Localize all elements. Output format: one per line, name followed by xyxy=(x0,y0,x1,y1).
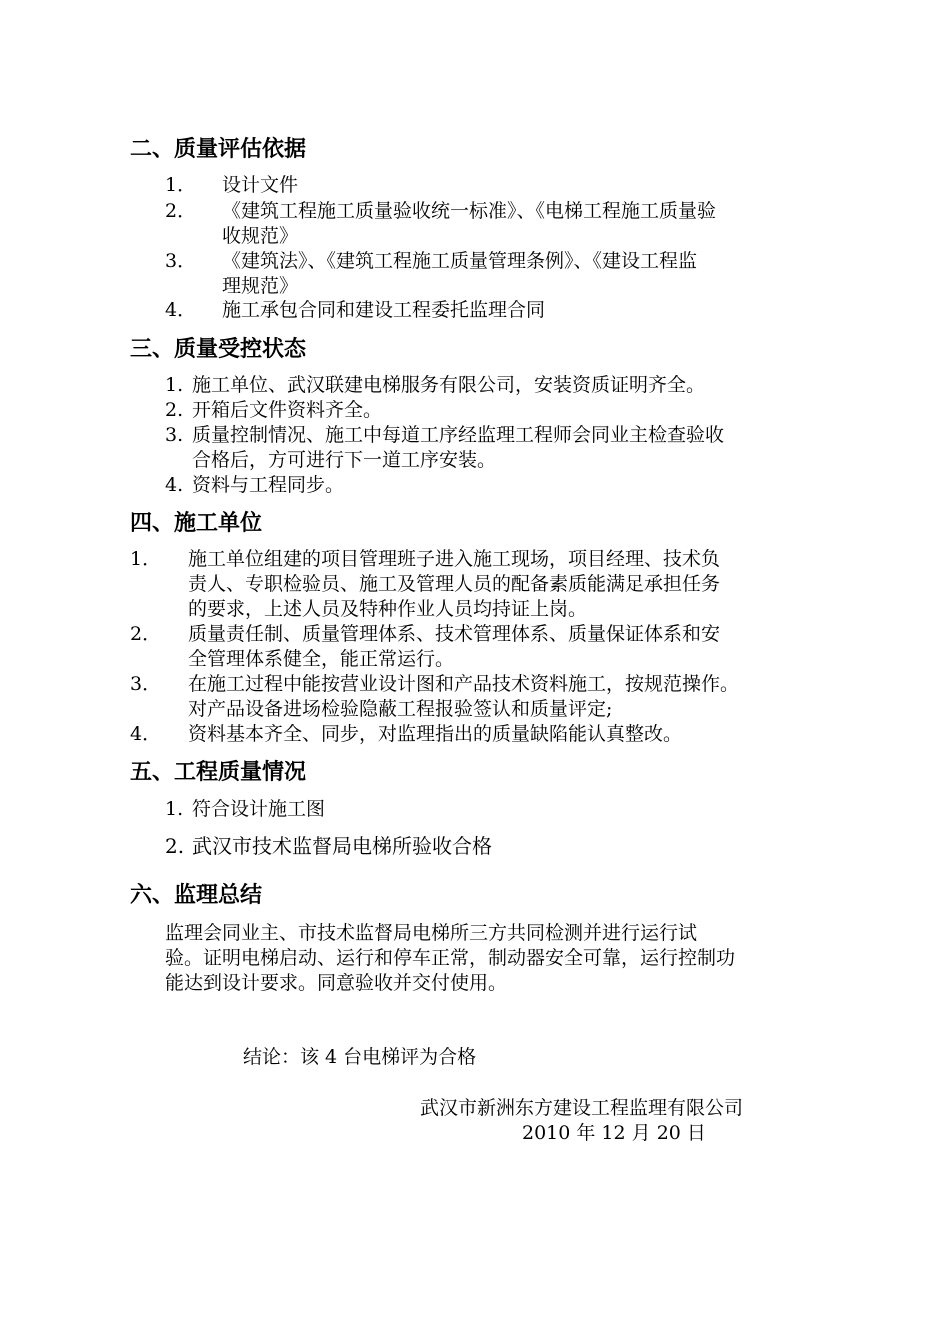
list-item-text: 质量责任制、质量管理体系、技术管理体系、质量保证体系和安 全管理体系健全，能正常运行。 xyxy=(188,623,721,670)
list-item-text: 资料基本齐全、同步，对监理指出的质量缺陷能认真整改。 xyxy=(188,723,683,745)
list-item-text: 符合设计施工图 xyxy=(192,798,326,820)
list-item-text: 在施工过程中能按营业设计图和产品技术资料施工，按规范操作。 对产品设备进场检验隐蔽工程报验签认和质量评定; xyxy=(188,673,740,720)
list-item-text: 施工单位组建的项目管理班子进入施工现场，项目经理、技术负 责人、专职检验员、施工及管理人员的配备素质能满足承担任务 的要求，上述人员及特种作业人员均持证上岗。 xyxy=(188,548,721,620)
list-item-text: 资料与工程同步。 xyxy=(192,474,345,496)
list-item-number: 1. xyxy=(165,798,184,820)
list-item-text: 武汉市技术监督局电梯所验收合格 xyxy=(192,834,492,858)
list-item-number: 2． xyxy=(130,623,162,645)
list-item xyxy=(165,373,845,398)
list-item-text: 质量控制情况、施工中每道工序经监理工程师会同业主检查验收 合格后，方可进行下一道工序安装。 xyxy=(192,424,725,471)
list-item-text: 《建筑工程施工质量验收统一标准》、《电梯工程施工质量验 收规范》 xyxy=(222,200,717,247)
list-item-number: 3． xyxy=(130,673,162,695)
list-item-number: 1. xyxy=(165,374,184,396)
section-heading-construction-unit: 四、施工单位 xyxy=(130,511,263,536)
section-heading-quality-control-status: 三、质量受控状态 xyxy=(130,337,307,362)
list-item-number: 4． xyxy=(130,723,162,745)
summary-paragraph: 监理会同业主、市技术监督局电梯所三方共同检测并进行运行试 验。证明电梯启动、运行和停车正常，制动器安全可靠，运行控制功 能达到设计要求。同意验收并交付使用。 xyxy=(165,922,736,994)
list-item xyxy=(165,473,845,498)
list-item xyxy=(165,199,845,249)
list-item xyxy=(165,398,845,423)
list-item-number: 1． xyxy=(130,548,162,570)
signature-date: 2010 年 12 月 20 日 xyxy=(522,1122,706,1144)
list-item xyxy=(130,672,850,722)
list-item-text: 施工承包合同和建设工程委托监理合同 xyxy=(222,299,546,321)
list-item-number: 2． xyxy=(165,200,197,222)
list-item-number: 3． xyxy=(165,250,197,272)
list-item-text: 设计文件 xyxy=(222,174,299,196)
list-item xyxy=(130,722,850,747)
list-item xyxy=(165,249,845,299)
section-heading-project-quality: 五、工程质量情况 xyxy=(130,760,307,785)
list-item xyxy=(130,547,850,622)
list-item xyxy=(130,622,850,672)
list-item-text: 开箱后文件资料齐全。 xyxy=(192,399,383,421)
list-item xyxy=(165,423,845,473)
list-item xyxy=(165,797,845,822)
list-item-number: 2. xyxy=(165,399,184,421)
list-item-number: 1． xyxy=(165,174,197,196)
list-item-number: 4． xyxy=(165,299,197,321)
list-item xyxy=(165,298,845,323)
section-heading-supervision-summary: 六、监理总结 xyxy=(130,883,263,908)
list-item-number: 4. xyxy=(165,474,184,496)
section-heading-quality-basis: 二、质量评估依据 xyxy=(130,137,307,162)
company-signature: 武汉市新洲东方建设工程监理有限公司 xyxy=(420,1097,744,1119)
list-item xyxy=(165,834,845,859)
list-item-text: 施工单位、武汉联建电梯服务有限公司，安装资质证明齐全。 xyxy=(192,374,706,396)
list-item-number: 2. xyxy=(165,834,185,858)
list-item-number: 3. xyxy=(165,424,184,446)
list-item-text: 《建筑法》、《建筑工程施工质量管理条例》、《建设工程监 理规范》 xyxy=(222,250,698,297)
list-item xyxy=(165,173,845,198)
conclusion-text: 结论：该 4 台电梯评为合格 xyxy=(243,1046,477,1068)
